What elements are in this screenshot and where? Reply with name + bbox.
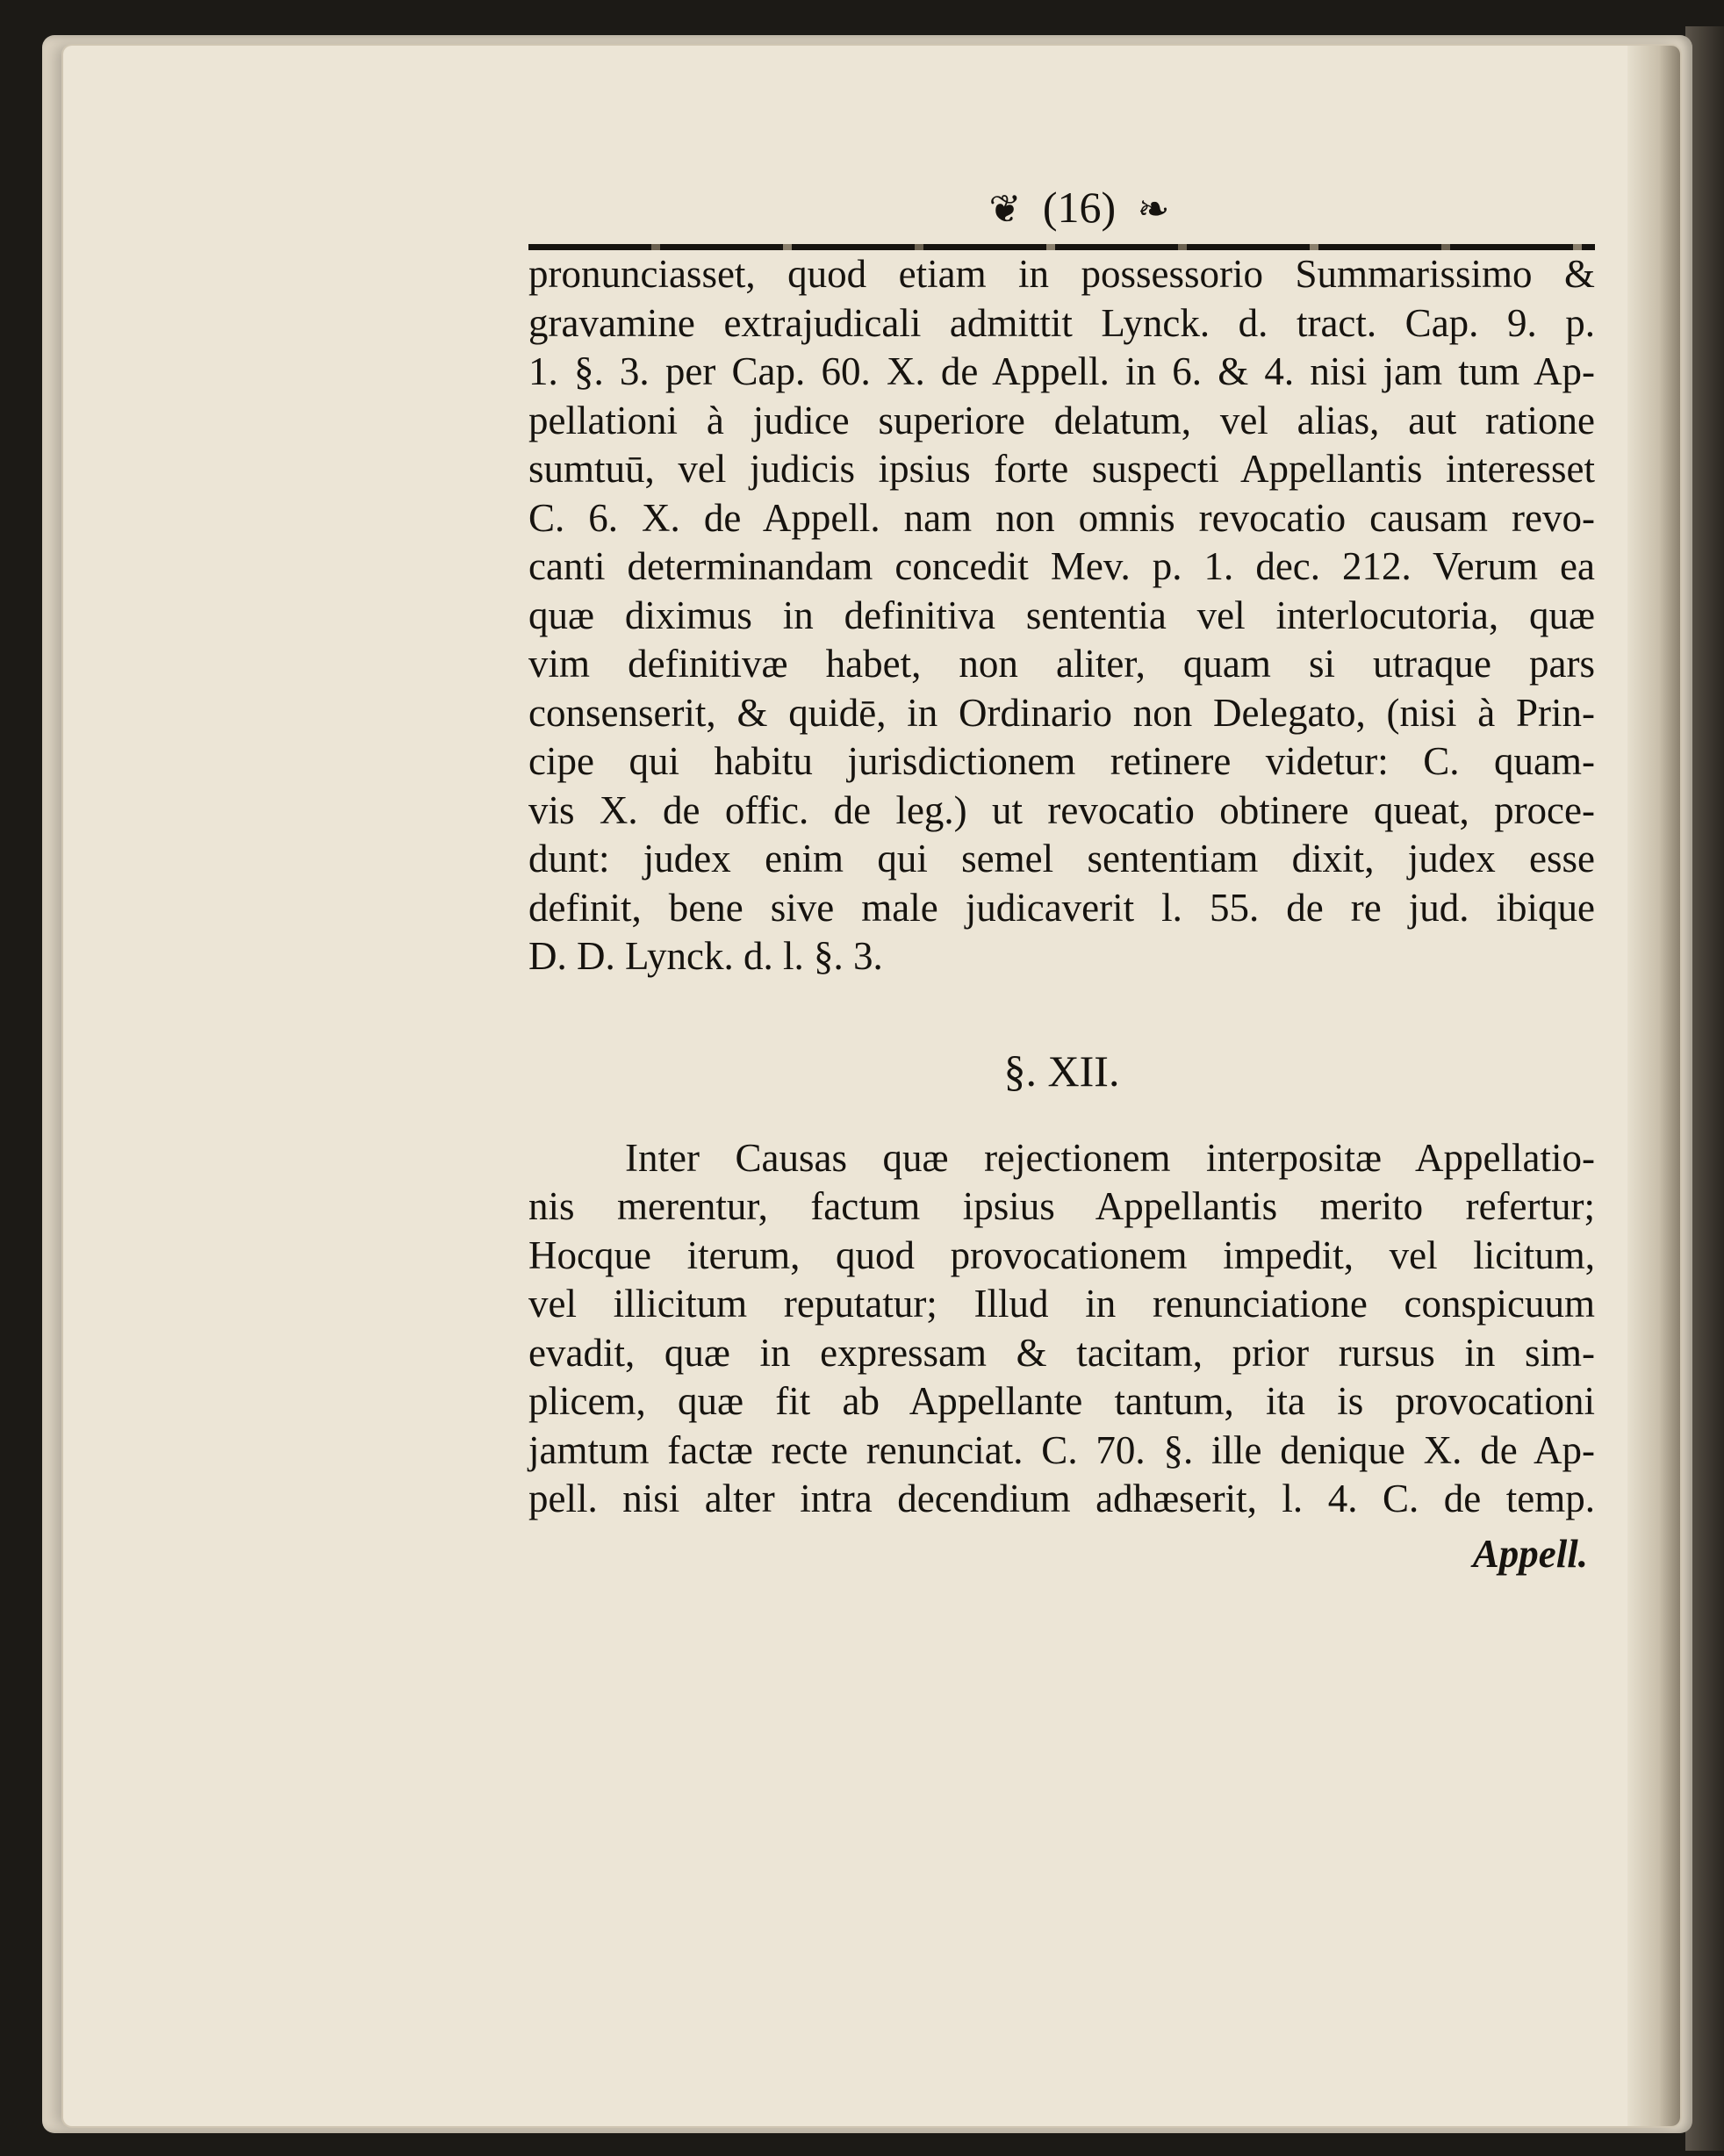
header-rule xyxy=(528,244,1595,250)
text-line: nis merentur, factum ipsius Appellantis merito refertur; xyxy=(528,1184,1595,1228)
page-gutter xyxy=(1627,46,1680,2126)
left-ornament-icon: ❦ xyxy=(988,188,1022,231)
paragraph-1 xyxy=(528,250,1595,981)
catchword: Appell. xyxy=(1472,1531,1588,1576)
text-line: consenserit, & quidē, in Ordinario non Delegato, (nisi à Prin- xyxy=(528,690,1595,735)
section-heading: §. XII. xyxy=(1003,1046,1120,1096)
page-number: (16) xyxy=(1042,183,1117,232)
text-line: 1. §. 3. per Cap. 60. X. de Appell. in 6. & 4. nisi jam tum Ap- xyxy=(528,349,1595,393)
text-line: evadit, quæ in expressam & tacitam, prior rursus in sim- xyxy=(528,1330,1595,1375)
text-line: plicem, quæ fit ab Appellante tantum, ita is provocationi xyxy=(528,1379,1595,1423)
text-line: Hocque iterum, quod provocationem impedit, vel licitum, xyxy=(528,1233,1595,1277)
text-line: jamtum factæ recte renunciat. C. 70. §. ille denique X. de Ap- xyxy=(528,1427,1595,1472)
text-line: sumtuū, vel judicis ipsius forte suspecti Appellantis interesset xyxy=(528,447,1595,491)
text-line: vim definitivæ habet, non aliter, quam si utraque pars xyxy=(528,642,1595,686)
text-line: dunt: judex enim qui semel sententiam dixit, judex esse xyxy=(528,837,1595,880)
text-line: canti determinandam concedit Mev. p. 1. dec. 212. Verum ea xyxy=(528,544,1595,588)
text-line: gravamine extrajudicali admittit Lynck. d. tract. Cap. 9. p. xyxy=(528,300,1595,345)
text-line: cipe qui habitu jurisdictionem retinere videtur: C. quam- xyxy=(528,739,1595,783)
text-block xyxy=(528,176,1595,1584)
text-line: quæ diximus in definitiva sententia vel interlocutoria, quæ xyxy=(528,593,1595,637)
text-line: pellationi à judice superiore delatum, vel alias, aut ratione xyxy=(528,398,1595,442)
text-line: D. D. Lynck. d. l. §. 3. xyxy=(528,934,883,978)
text-line: pell. nisi alter intra decendium adhæserit, l. 4. C. de temp. xyxy=(528,1477,1595,1520)
paragraph-2 xyxy=(528,1134,1595,1524)
text-line: definit, bene sive male judicaverit l. 55. de re jud. ibique xyxy=(528,885,1595,930)
text-line: C. 6. X. de Appell. nam non omnis revocatio causam revo- xyxy=(528,495,1595,540)
text-line: Inter Causas quæ rejectionem interpositæ Appellatio- xyxy=(625,1135,1595,1180)
text-line: vel illicitum reputatur; Illud in renunciatione conspicuum xyxy=(528,1282,1595,1326)
page-header xyxy=(564,176,1595,239)
text-line: pronunciasset, quod etiam in possessorio Summarissimo & xyxy=(528,252,1595,296)
text-line: vis X. de offic. de leg.) ut revocatio obtinere queat, proce- xyxy=(528,787,1595,832)
right-ornament-icon: ❧ xyxy=(1137,188,1170,231)
